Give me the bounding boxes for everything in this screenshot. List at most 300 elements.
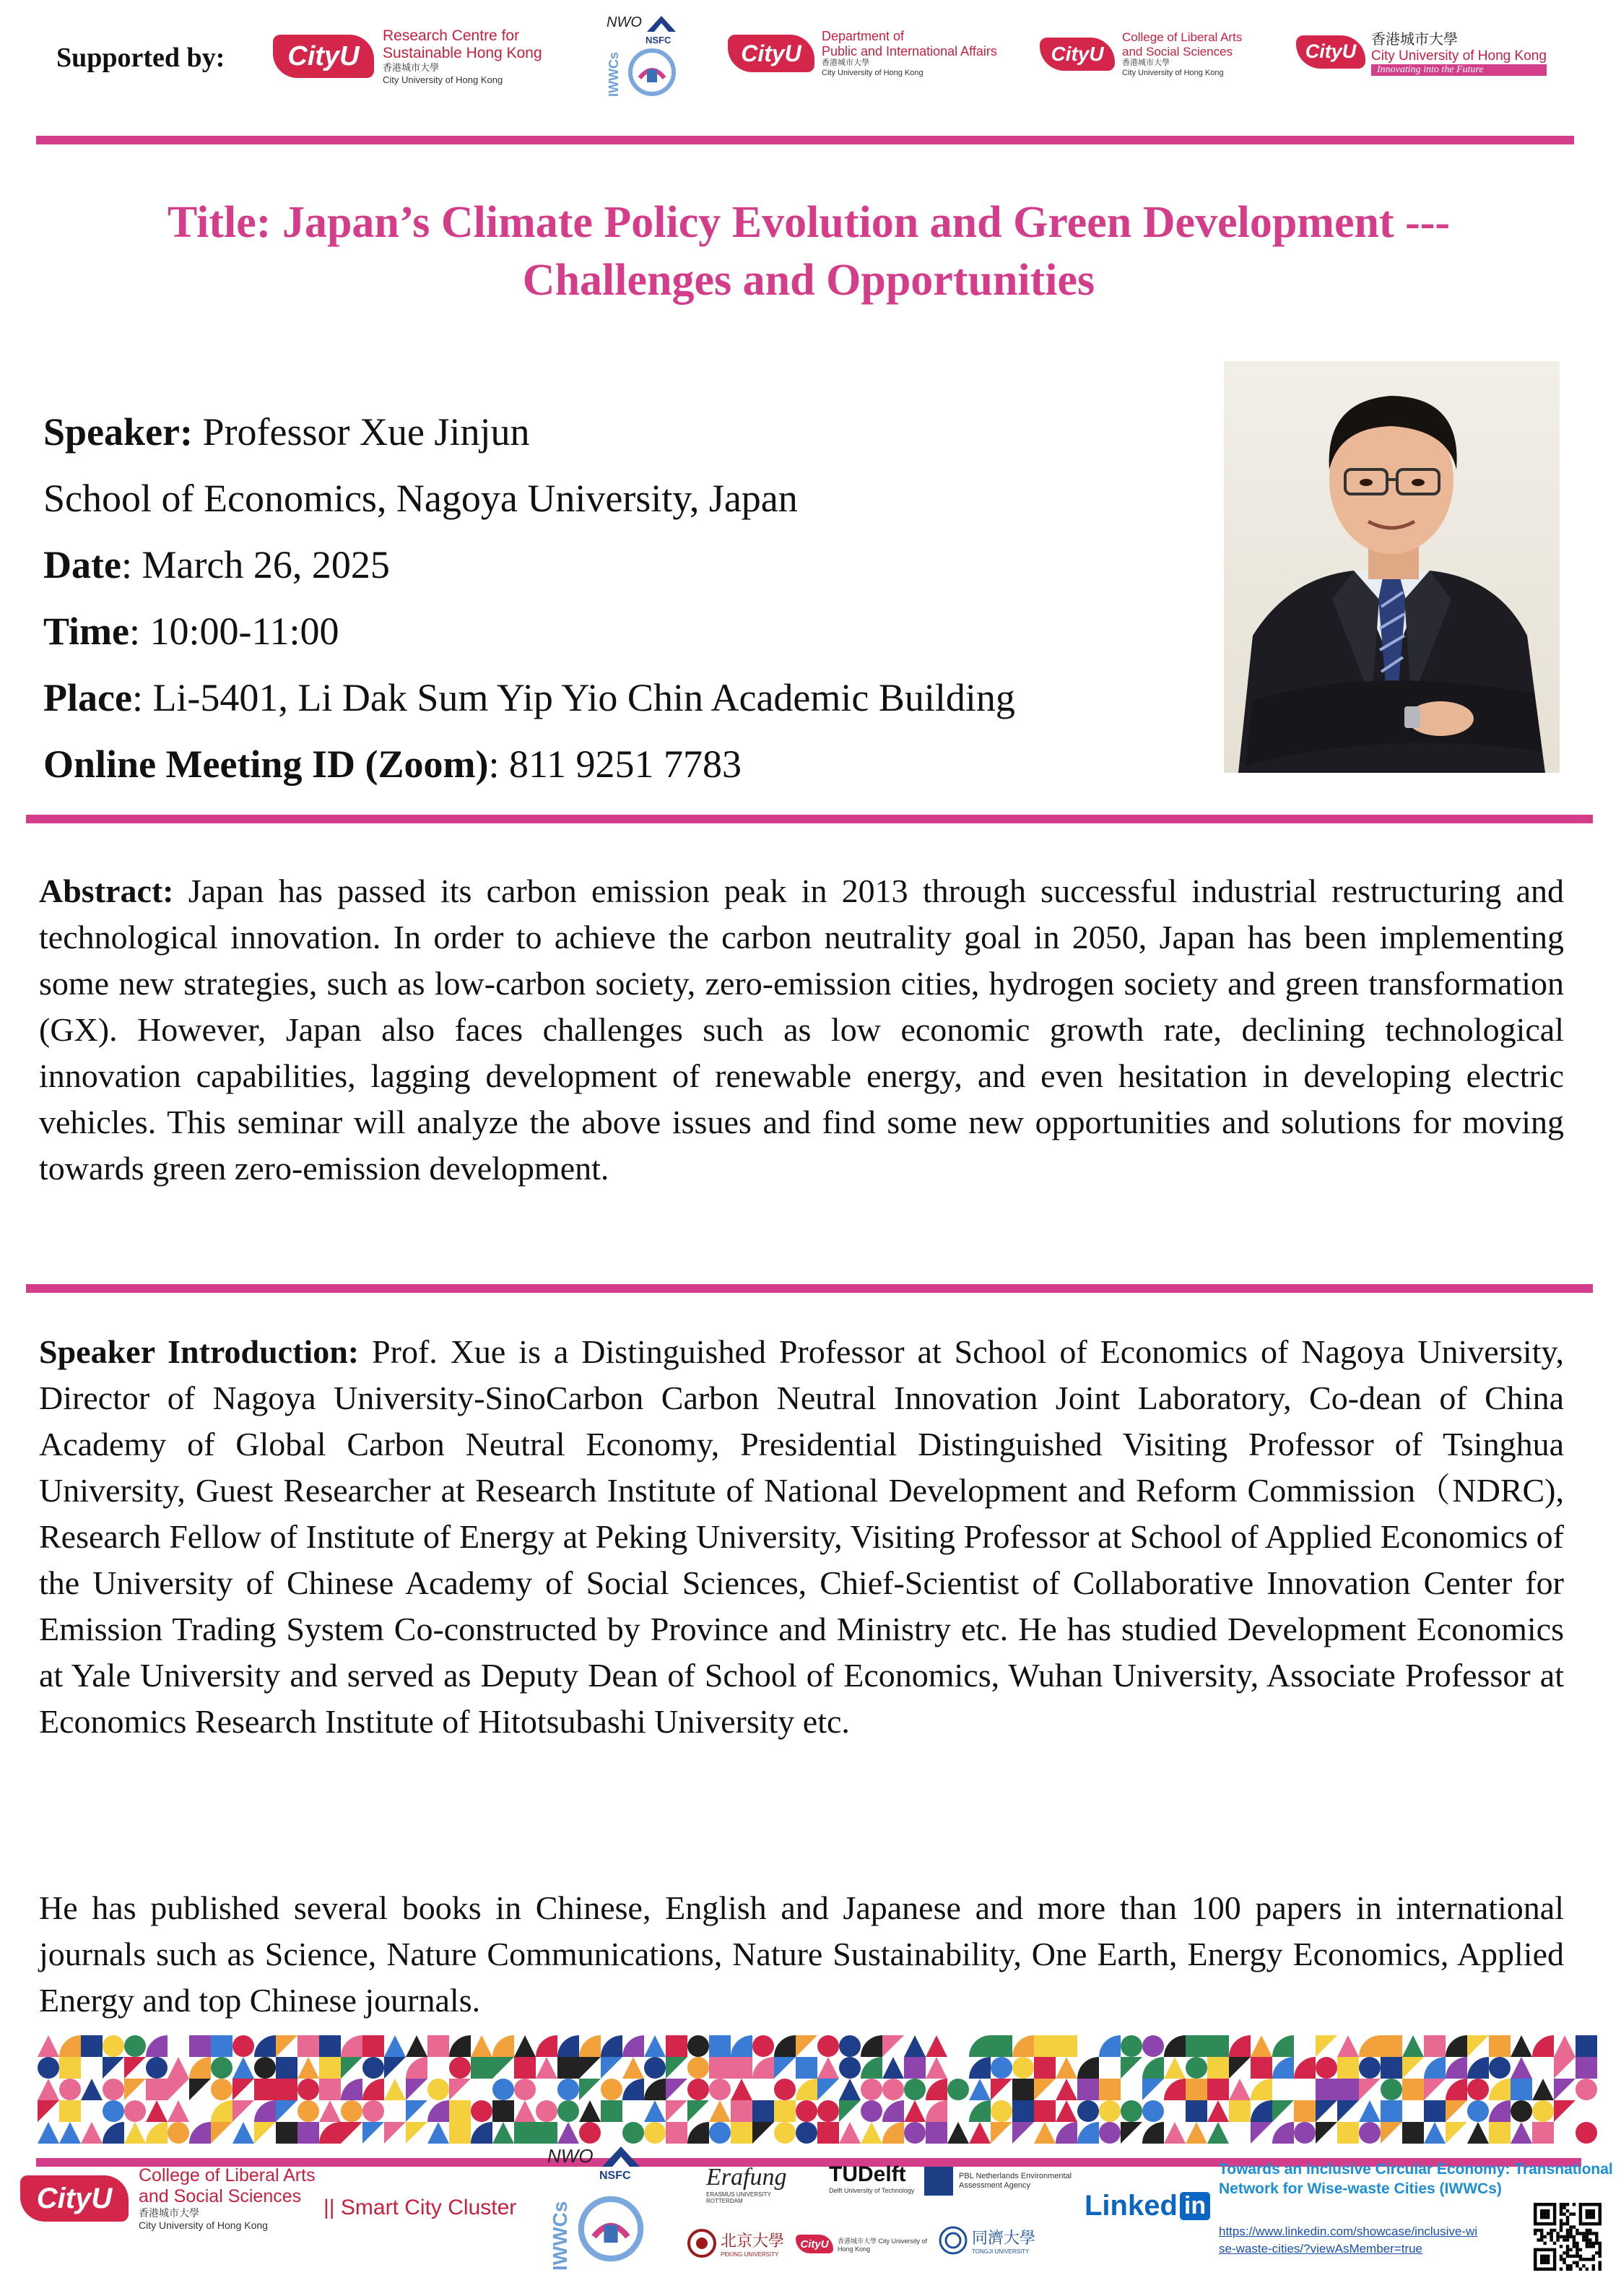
banner-shape — [774, 2079, 796, 2100]
banner-shape — [536, 2122, 557, 2144]
banner-shape — [406, 2057, 427, 2079]
footer-class-sub-cn: 香港城市大學 — [139, 2206, 199, 2219]
banner-shape — [211, 2057, 232, 2079]
rcshk-line1: Research Centre for — [383, 27, 520, 44]
banner-shape — [1532, 2057, 1554, 2079]
banner-shape — [752, 2079, 774, 2100]
banner-shape — [38, 2100, 59, 2122]
banner-shape — [1532, 2122, 1554, 2144]
banner-shape — [384, 2079, 406, 2100]
banner-shape — [687, 2057, 709, 2079]
pku-logo — [687, 2229, 784, 2258]
banner-shape — [839, 2100, 861, 2122]
banner-shape — [189, 2122, 211, 2144]
banner-shape — [1489, 2079, 1511, 2100]
banner-shape — [38, 2057, 59, 2079]
banner-shape — [492, 2079, 514, 2100]
banner-shape — [1121, 2100, 1142, 2122]
banner-shape — [341, 2079, 362, 2100]
qr-code-icon[interactable] — [1534, 2203, 1602, 2271]
banner-shape — [232, 2057, 254, 2079]
speaker-intro-text: Prof. Xue is a Distinguished Professor at School of Economics of Nagoya University, Director of Nagoya University-SinoCarbon Carbon Neutral Innovation Joint Laboratory, Co-dean of China Academy of Global Carbon Neutral Economy, Presidential Distinguished Visiting Professor of Tsinghua University, Guest Researcher at Research Institute of National Development and Reform Commission（NDRC), Research Fellow of Institute of Energy at Peking University, Visiting Professor at School of Applied Economics of the University of Chinese Academy of Social Sciences, Chief-Scientist of Collaborative Innovation Center for Emission Trading System Co-constructed by Province and Ministry etc. He has studied Development Economics at Yale University and served as Deputy Dean of School of Economics, Wuhan University, Associate Professor at Economics Research Institute of Hitotsubashi University etc. — [39, 1333, 1565, 1740]
banner-shape — [471, 2035, 492, 2057]
banner-shape — [1359, 2100, 1381, 2122]
banner-shape — [103, 2122, 124, 2144]
banner-shape — [1446, 2100, 1467, 2122]
banner-shape — [168, 2057, 189, 2079]
banner-shape — [1316, 2057, 1337, 2079]
banner-shape — [38, 2035, 59, 2057]
banner-shape — [297, 2057, 319, 2079]
place-line — [43, 676, 1015, 719]
pku-name: 北京大學 — [721, 2232, 785, 2250]
class-line2: and Social Sciences — [1122, 44, 1233, 59]
banner-shape — [796, 2057, 817, 2079]
place-value: : Li-5401, Li Dak Sum Yip Yio Chin Academic Building — [131, 676, 1015, 719]
banner-shape — [1272, 2079, 1294, 2100]
banner-shape — [81, 2122, 103, 2144]
banner-shape — [1424, 2122, 1446, 2144]
banner-shape — [1294, 2035, 1316, 2057]
banner-shape — [232, 2079, 254, 2100]
banner-shape — [1359, 2122, 1381, 2144]
banner-shape — [1402, 2100, 1424, 2122]
banner-shape — [969, 2122, 991, 2144]
footer-nsfc-text: NSFC — [599, 2170, 631, 2182]
banner-shape — [666, 2122, 687, 2144]
banner-shape — [362, 2057, 384, 2079]
banner-shape — [1077, 2057, 1099, 2079]
banner-shape — [904, 2035, 926, 2057]
banner-shape — [341, 2100, 362, 2122]
speaker-intro-paragraph — [39, 1329, 1564, 1745]
project-title-line2: Network for Wise-waste Cities (IWWCs) — [1219, 2180, 1502, 2197]
pbl-icon — [924, 2167, 953, 2196]
banner-shape — [81, 2057, 103, 2079]
banner-shape — [492, 2057, 514, 2079]
banner-shape — [1554, 2079, 1576, 2100]
cityu-logo-badge: CityU — [728, 35, 814, 72]
banner-shape — [709, 2057, 731, 2079]
banner-shape — [882, 2057, 904, 2079]
banner-shape — [254, 2057, 276, 2079]
banner-shape — [601, 2057, 622, 2079]
banner-shape — [1164, 2057, 1186, 2079]
banner-shape — [1316, 2079, 1337, 2100]
banner-shape — [1359, 2057, 1381, 2079]
banner-shape — [1381, 2057, 1402, 2079]
banner-shape — [1402, 2122, 1424, 2144]
banner-shape — [1121, 2122, 1142, 2144]
banner-shape — [926, 2035, 947, 2057]
banner-shape — [839, 2122, 861, 2144]
event-title — [43, 194, 1574, 309]
banner-shape — [103, 2035, 124, 2057]
banner-shape — [579, 2057, 601, 2079]
dpia-line1: Department of — [822, 29, 905, 43]
banner-shape — [1554, 2057, 1576, 2079]
banner-shape — [406, 2100, 427, 2122]
banner-shape — [297, 2035, 319, 2057]
banner-shape — [1077, 2100, 1099, 2122]
banner-shape — [622, 2100, 644, 2122]
banner-shape — [817, 2035, 839, 2057]
cityu-tagline: Innovating into the Future — [1371, 64, 1547, 76]
banner-shape — [1424, 2100, 1446, 2122]
class-logo — [1040, 30, 1242, 79]
rcshk-line2: Sustainable Hong Kong — [383, 45, 542, 62]
banner-shape — [1337, 2122, 1359, 2144]
banner-shape — [1381, 2100, 1402, 2122]
banner-shape — [991, 2122, 1012, 2144]
banner-shape — [861, 2079, 882, 2100]
banner-shape — [557, 2122, 579, 2144]
banner-shape — [1294, 2057, 1316, 2079]
banner-shape — [297, 2079, 319, 2100]
url-line1: https://www.linkedin.com/showcase/inclusive-wi — [1219, 2224, 1478, 2238]
banner-shape — [514, 2035, 536, 2057]
banner-shape — [622, 2122, 644, 2144]
banner-shape — [882, 2122, 904, 2144]
banner-shape — [1511, 2122, 1532, 2144]
banner-shape — [427, 2122, 449, 2144]
banner-shape — [1034, 2079, 1056, 2100]
tongji-emblem-icon — [939, 2226, 968, 2255]
banner-shape — [1012, 2057, 1034, 2079]
tongji-name: 同濟大學 — [972, 2230, 1036, 2248]
banner-shape — [861, 2100, 882, 2122]
banner-shape — [514, 2079, 536, 2100]
banner-shape — [1554, 2122, 1576, 2144]
abstract-label: Abstract: — [39, 872, 174, 909]
banner-shape — [1229, 2122, 1251, 2144]
banner-shape — [189, 2035, 211, 2057]
banner-shape — [1424, 2079, 1446, 2100]
banner-shape — [904, 2122, 926, 2144]
banner-shape — [904, 2079, 926, 2100]
footer-nwo-text: NWO — [547, 2145, 594, 2167]
banner-shape — [644, 2079, 666, 2100]
banner-shape — [774, 2100, 796, 2122]
banner-shape — [146, 2035, 168, 2057]
banner-shape — [991, 2035, 1012, 2057]
project-title-line1: Towards an Inclusive Circular Economy: Transnational — [1219, 2161, 1613, 2178]
banner-shape — [1012, 2122, 1034, 2144]
banner-shape — [1337, 2035, 1359, 2057]
banner-shape — [1056, 2057, 1077, 2079]
footer-class-line2: and Social Sciences — [139, 2185, 302, 2206]
banner-shape — [1034, 2057, 1056, 2079]
speaker-affiliation: School of Economics, Nagoya University, Japan — [43, 477, 798, 520]
banner-shape — [146, 2057, 168, 2079]
banner-shape — [601, 2100, 622, 2122]
time-label: Time — [43, 610, 129, 653]
banner-shape — [752, 2035, 774, 2057]
banner-shape — [991, 2100, 1012, 2122]
banner-shape — [471, 2122, 492, 2144]
banner-shape — [319, 2079, 341, 2100]
footer-iwwcs-emblem-icon — [576, 2194, 646, 2263]
abstract-divider — [26, 1284, 1593, 1293]
banner-shape — [1099, 2122, 1121, 2144]
banner-shape — [1034, 2122, 1056, 2144]
banner-shape — [168, 2100, 189, 2122]
banner-shape — [1142, 2122, 1164, 2144]
banner-shape — [1402, 2035, 1424, 2057]
project-title — [1219, 2159, 1613, 2198]
banner-shape — [189, 2057, 211, 2079]
iwwcs-text: IWWCs — [607, 52, 621, 97]
banner-shape — [926, 2100, 947, 2122]
banner-shape — [1532, 2035, 1554, 2057]
nwo-text: NWO — [607, 14, 642, 30]
banner-shape — [861, 2122, 882, 2144]
banner-shape — [341, 2122, 362, 2144]
banner-shape — [1381, 2079, 1402, 2100]
banner-shape — [991, 2057, 1012, 2079]
banner-shape — [536, 2035, 557, 2057]
zoom-label: Online Meeting ID (Zoom) — [43, 742, 489, 786]
banner-shape — [1251, 2079, 1272, 2100]
banner-shape — [362, 2035, 384, 2057]
banner-shape — [1294, 2100, 1316, 2122]
banner-shape — [1316, 2035, 1337, 2057]
banner-shape — [492, 2122, 514, 2144]
rcshk-sub-en: City University of Hong Kong — [383, 74, 503, 85]
banner-shape — [1489, 2122, 1511, 2144]
tongji-sub: TONGJI UNIVERSITY — [972, 2248, 1030, 2255]
banner-shape — [1532, 2100, 1554, 2122]
publications-paragraph: He has published several books in Chinese, English and Japanese and more than 100 papers in international journals such as Science, Nature Communications, Nature Sustainability, One Earth, Energy Economics, Applied Energy and top Chinese journals. — [39, 1889, 1564, 2019]
banner-shape — [232, 2100, 254, 2122]
banner-shape — [427, 2035, 449, 2057]
banner-shape — [752, 2122, 774, 2144]
banner-shape — [839, 2057, 861, 2079]
banner-shape — [384, 2122, 406, 2144]
speaker-label: Speaker: — [43, 410, 193, 454]
banner-shape — [1186, 2100, 1207, 2122]
banner-shape — [146, 2122, 168, 2144]
smart-city-cluster-label: || Smart City Cluster — [323, 2196, 517, 2219]
erasmus-sub: ERASMUS UNIVERSITY ROTTERDAM — [706, 2191, 771, 2204]
banner-shape — [622, 2035, 644, 2057]
banner-shape — [1229, 2100, 1251, 2122]
banner-shape — [817, 2079, 839, 2100]
banner-shape — [579, 2122, 601, 2144]
banner-shape — [1446, 2057, 1467, 2079]
banner-shape — [81, 2100, 103, 2122]
banner-shape — [1251, 2057, 1272, 2079]
banner-shape — [1511, 2079, 1532, 2100]
banner-shape — [947, 2057, 969, 2079]
banner-shape — [1056, 2035, 1077, 2057]
banner-shape — [752, 2100, 774, 2122]
banner-shape — [1424, 2057, 1446, 2079]
banner-shape — [254, 2100, 276, 2122]
banner-shape — [1272, 2122, 1294, 2144]
nsfc-icon — [644, 14, 679, 35]
banner-shape — [59, 2057, 81, 2079]
banner-shape — [449, 2035, 471, 2057]
banner-shape — [1381, 2035, 1402, 2057]
place-label: Place — [43, 676, 132, 719]
banner-shape — [709, 2100, 731, 2122]
banner-shape — [1554, 2035, 1576, 2057]
banner-shape — [427, 2079, 449, 2100]
banner-shape — [1229, 2079, 1251, 2100]
banner-shape — [1467, 2057, 1489, 2079]
banner-shape — [449, 2100, 471, 2122]
banner-shape — [319, 2035, 341, 2057]
banner-shape — [1142, 2100, 1164, 2122]
banner-shape — [1446, 2079, 1467, 2100]
banner-shape — [1186, 2035, 1207, 2057]
cityu-cn-name: 香港城市大學 — [1371, 30, 1458, 48]
banner-shape — [449, 2057, 471, 2079]
speaker-intro-label: Speaker Introduction: — [39, 1333, 360, 1370]
cityu-logo-badge: CityU — [273, 35, 374, 78]
banner-shape — [232, 2122, 254, 2144]
banner-shape — [1316, 2100, 1337, 2122]
abstract-paragraph — [39, 868, 1564, 1192]
banner-shape — [1424, 2035, 1446, 2057]
banner-shape — [1207, 2079, 1229, 2100]
banner-shape — [926, 2122, 947, 2144]
banner-shape — [1056, 2079, 1077, 2100]
banner-shape — [1099, 2079, 1121, 2100]
banner-shape — [1576, 2035, 1597, 2057]
banner-shape — [557, 2100, 579, 2122]
banner-shape — [384, 2057, 406, 2079]
banner-shape — [362, 2100, 384, 2122]
banner-shape — [991, 2079, 1012, 2100]
dpia-logo — [728, 29, 997, 79]
banner-shape — [146, 2100, 168, 2122]
banner-shape — [232, 2035, 254, 2057]
banner-shape — [211, 2100, 232, 2122]
footer-iwwcs-text: IWWCs — [549, 2201, 571, 2271]
banner-shape — [796, 2100, 817, 2122]
banner-shape — [579, 2079, 601, 2100]
banner-shape — [1142, 2035, 1164, 2057]
banner-shape — [947, 2100, 969, 2122]
cityu-main-logo — [1296, 27, 1547, 76]
banner-shape — [731, 2079, 752, 2100]
banner-shape — [709, 2079, 731, 2100]
banner-shape — [839, 2079, 861, 2100]
banner-shape — [1337, 2079, 1359, 2100]
banner-shape — [687, 2122, 709, 2144]
pku-emblem-icon — [687, 2229, 716, 2258]
banner-shape — [124, 2079, 146, 2100]
banner-shape — [622, 2057, 644, 2079]
banner-shape — [687, 2035, 709, 2057]
banner-shape — [644, 2057, 666, 2079]
banner-shape — [427, 2100, 449, 2122]
banner-shape — [579, 2100, 601, 2122]
footer-class-line1: College of Liberal Arts — [139, 2165, 316, 2185]
banner-shape — [146, 2079, 168, 2100]
banner-shape — [514, 2122, 536, 2144]
cityu-en-name: City University of Hong Kong — [1371, 48, 1547, 64]
banner-shape — [1272, 2035, 1294, 2057]
banner-shape — [687, 2079, 709, 2100]
banner-shape — [796, 2035, 817, 2057]
banner-shape — [384, 2100, 406, 2122]
banner-shape — [1489, 2035, 1511, 2057]
banner-shape — [254, 2122, 276, 2144]
banner-shape — [1251, 2035, 1272, 2057]
nsfc-text: NSFC — [646, 35, 672, 46]
banner-shape — [1164, 2035, 1186, 2057]
banner-shape — [1272, 2100, 1294, 2122]
time-value: : 10:00-11:00 — [129, 610, 339, 653]
banner-shape — [1446, 2035, 1467, 2057]
banner-shape — [731, 2057, 752, 2079]
banner-shape — [839, 2035, 861, 2057]
banner-shape — [861, 2035, 882, 2057]
banner-shape — [1207, 2100, 1229, 2122]
banner-shape — [904, 2057, 926, 2079]
erasmus-logo — [706, 2164, 786, 2204]
banner-shape — [276, 2100, 297, 2122]
banner-shape — [709, 2122, 731, 2144]
banner-shape — [319, 2122, 341, 2144]
banner-shape — [882, 2100, 904, 2122]
speaker-name: Professor Xue Jinjun — [192, 410, 530, 454]
banner-shape — [427, 2057, 449, 2079]
banner-shape — [1229, 2057, 1251, 2079]
tudelft-logo — [829, 2162, 914, 2194]
banner-shape — [514, 2100, 536, 2122]
banner-shape — [1164, 2122, 1186, 2144]
banner-shape — [341, 2035, 362, 2057]
banner-shape — [103, 2100, 124, 2122]
iwwcs-emblem-icon — [627, 48, 677, 97]
zoom-value: : 811 9251 7783 — [488, 742, 742, 786]
linkedin-url-link[interactable] — [1219, 2223, 1477, 2258]
banner-shape — [1294, 2079, 1316, 2100]
banner-shape — [969, 2079, 991, 2100]
banner-shape — [211, 2079, 232, 2100]
banner-shape — [1207, 2057, 1229, 2079]
banner-shape — [1489, 2100, 1511, 2122]
banner-shape — [124, 2100, 146, 2122]
banner-shape — [536, 2079, 557, 2100]
cityu-logo-badge: CityU — [1040, 38, 1115, 71]
banner-shape — [1489, 2057, 1511, 2079]
pku-sub: PEKING UNIVERSITY — [721, 2251, 779, 2258]
banner-shape — [882, 2035, 904, 2057]
banner-shape — [1186, 2122, 1207, 2144]
banner-shape — [254, 2035, 276, 2057]
banner-shape — [926, 2079, 947, 2100]
banner-shape — [687, 2100, 709, 2122]
banner-shape — [276, 2122, 297, 2144]
banner-shape — [81, 2079, 103, 2100]
title-line1: Title: Japan’s Climate Policy Evolution and Green Development --- — [167, 198, 1451, 247]
banner-shape — [579, 2035, 601, 2057]
pbl-text: PBL Netherlands Environmental Assessment Agency — [959, 2171, 1072, 2190]
banner-shape — [1012, 2035, 1034, 2057]
banner-shape — [1467, 2100, 1489, 2122]
banner-shape — [774, 2035, 796, 2057]
banner-shape — [557, 2035, 579, 2057]
banner-shape — [1251, 2122, 1272, 2144]
banner-shape — [926, 2057, 947, 2079]
dpia-line2: Public and International Affairs — [822, 43, 997, 59]
banner-shape — [514, 2057, 536, 2079]
